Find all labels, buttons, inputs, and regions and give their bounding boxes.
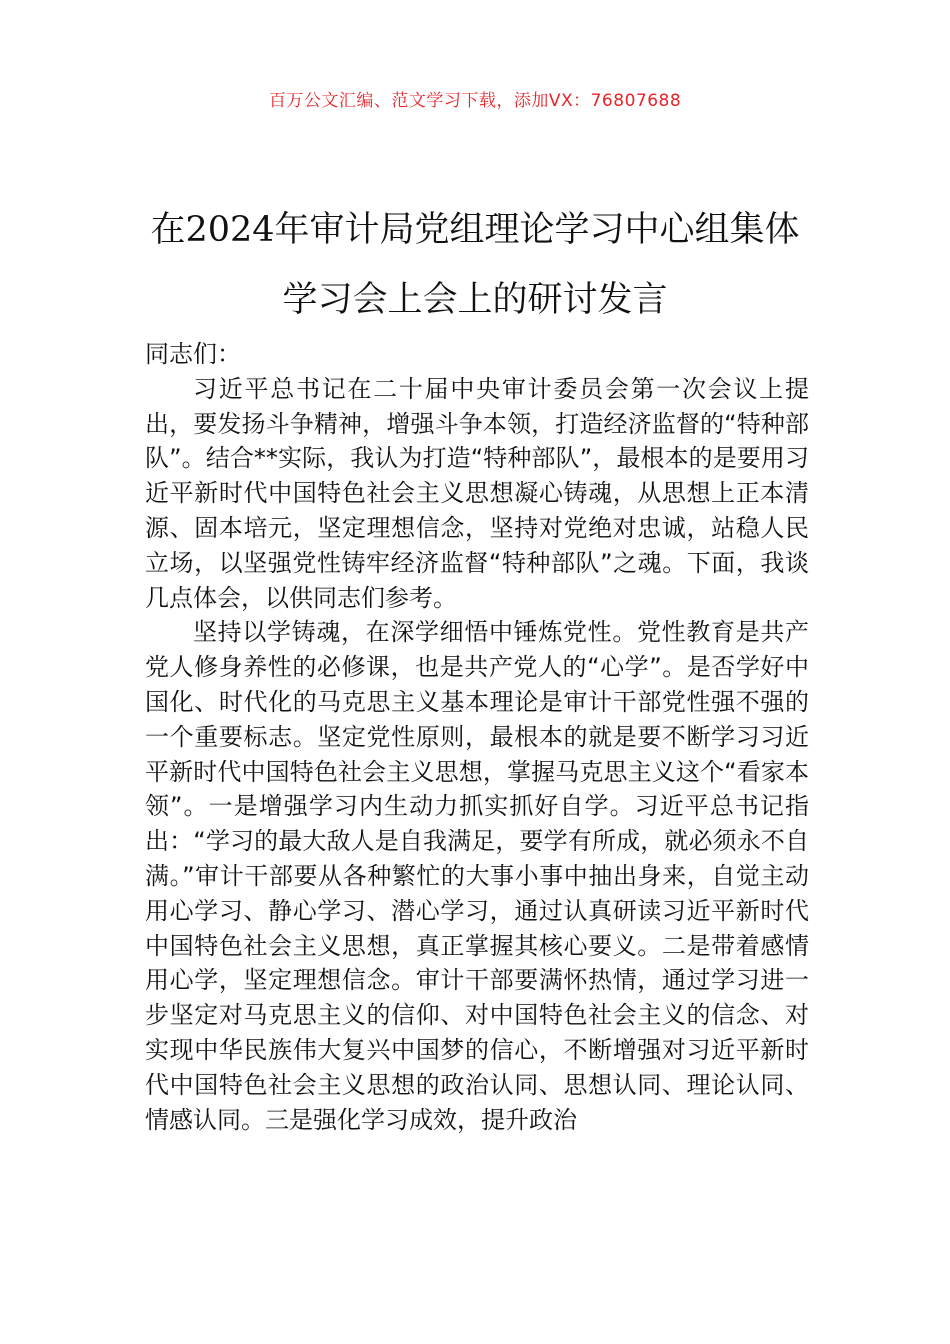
promo-header-note: 百万公文汇编、范文学习下载，添加VX：76807688 <box>268 91 682 111</box>
title-line-2: 学习会上会上的研讨发言 <box>282 280 668 321</box>
document-title <box>100 195 850 335</box>
paragraph: 习近平总书记在二十届中央审计委员会第一次会议上提出，要发扬斗争精神，增强斗争本领，打造经济监督的“特种部队”。结合**实际，我认为打造“特种部队”，最根本的是要用习近平新时代中国特色社会主义思想凝心铸魂，从思想上正本清源、固本培元，坚定理想信念，坚持对党绝对忠诚，站稳人民立场，以坚强党性铸牢经济监督“特种部队”之魂。下面，我谈几点体会，以供同志们参考。 <box>145 374 809 612</box>
document-body <box>145 337 809 1137</box>
title-line-1: 在2024年审计局党组理论学习中心组集体 <box>150 210 800 251</box>
salutation: 同志们： <box>145 340 241 368</box>
paragraph: 坚持以学铸魂，在深学细悟中锤炼党性。党性教育是共产党人修身养性的必修课，也是共产党人的“心学”。是否学好中国化、时代化的马克思主义基本理论是审计干部党性强不强的一个重要标志。坚定党性原则，最根本的就是要不断学习习近平新时代中国特色社会主义思想，掌握马克思主义这个“看家本领”。一是增强学习内生动力抓实抓好自学。习近平总书记指出：“学习的最大敌人是自我满足，要学有所成，就必须永不自满。”审计干部要从各种繁忙的大事小事中抽出身来，自觉主动用心学习、静心学习、潜心学习，通过认真研读习近平新时代中国特色社会主义思想，真正掌握其核心要义。二是带着感情用心学，坚定理想信念。审计干部要满怀热情，通过学习进一步坚定对马克思主义的信仰、对中国特色社会主义的信念、对实现中华民族伟大复兴中国梦的信心，不断增强对习近平新时代中国特色社会主义思想的政治认同、思想认同、理论认同、情感认同。三是强化学习成效，提升政治 <box>145 618 809 1134</box>
